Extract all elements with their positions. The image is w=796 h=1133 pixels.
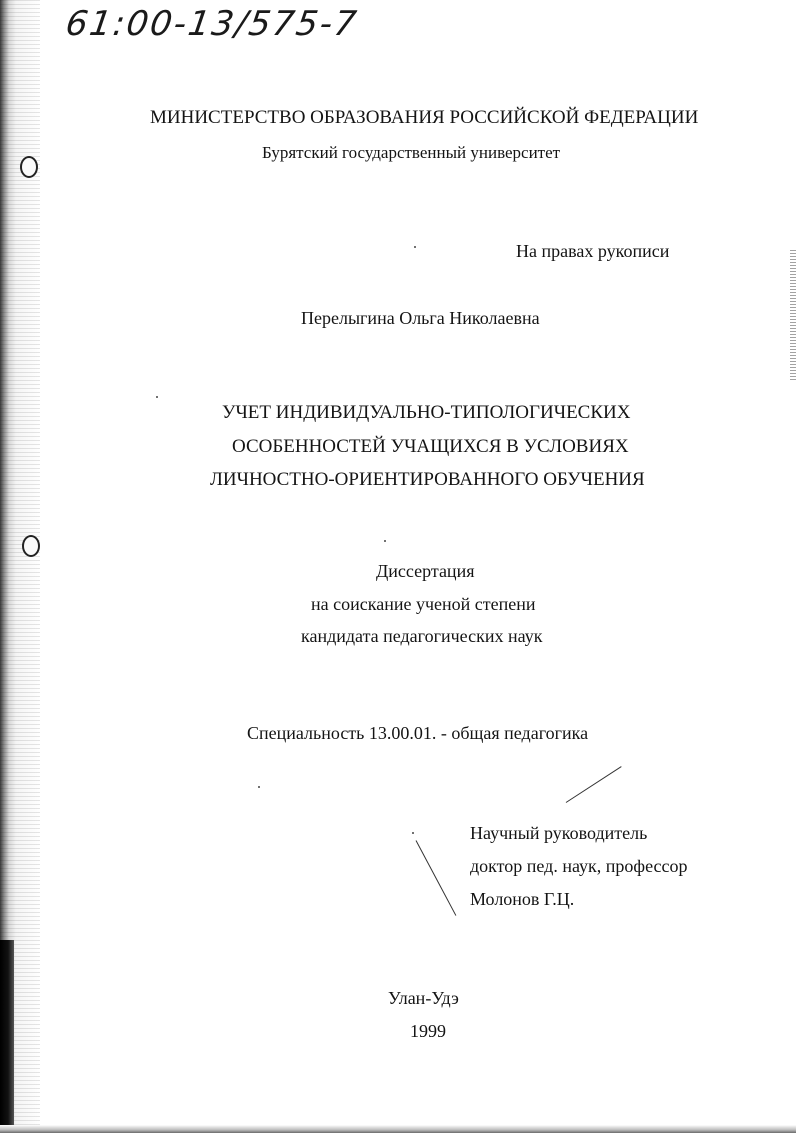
supervisor-degree: доктор пед. наук, профессор [470,856,688,876]
scan-right-edge [790,250,796,380]
binding-hole-bottom [22,535,40,557]
city-name: Улан-Удэ [388,988,459,1008]
thesis-title-line-1: УЧЕТ ИНДИВИДУАЛЬНО-ТИПОЛОГИЧЕСКИХ [222,402,631,423]
scan-speck [414,246,416,248]
manuscript-rights-note: На правах рукописи [516,241,670,261]
specialty-line: Специальность 13.00.01. - общая педагогика [247,723,589,743]
dissertation-degree-line: на соискание ученой степени [311,594,536,614]
scan-speck [412,832,414,834]
scan-speck [384,540,386,542]
archive-code-handwritten: 61:00-13/575-7 [63,4,361,44]
pen-stroke-upper [566,766,622,803]
university-name: Бурятский государственный университет [262,143,561,162]
year-text: 1999 [410,1021,446,1041]
dissertation-label: Диссертация [376,561,475,581]
dissertation-field-line: кандидата педагогических наук [301,626,543,646]
supervisor-role: Научный руководитель [470,823,648,843]
pen-stroke-lower [416,840,457,916]
scan-binding-shadow [0,940,14,1133]
scan-speck [258,786,260,788]
scan-bottom-edge [0,1125,796,1133]
thesis-title-line-3: ЛИЧНОСТНО-ОРИЕНТИРОВАННОГО ОБУЧЕНИЯ [210,469,645,490]
ministry-heading: МИНИСТЕРСТВО ОБРАЗОВАНИЯ РОССИЙСКОЙ ФЕДЕРАЦИИ [150,107,699,128]
supervisor-name: Молонов Г.Ц. [470,889,575,909]
author-name: Перелыгина Ольга Николаевна [301,308,540,328]
binding-hole-top [20,156,38,178]
scan-speck [156,396,158,398]
thesis-title-line-2: ОСОБЕННОСТЕЙ УЧАЩИХСЯ В УСЛОВИЯХ [232,436,629,457]
